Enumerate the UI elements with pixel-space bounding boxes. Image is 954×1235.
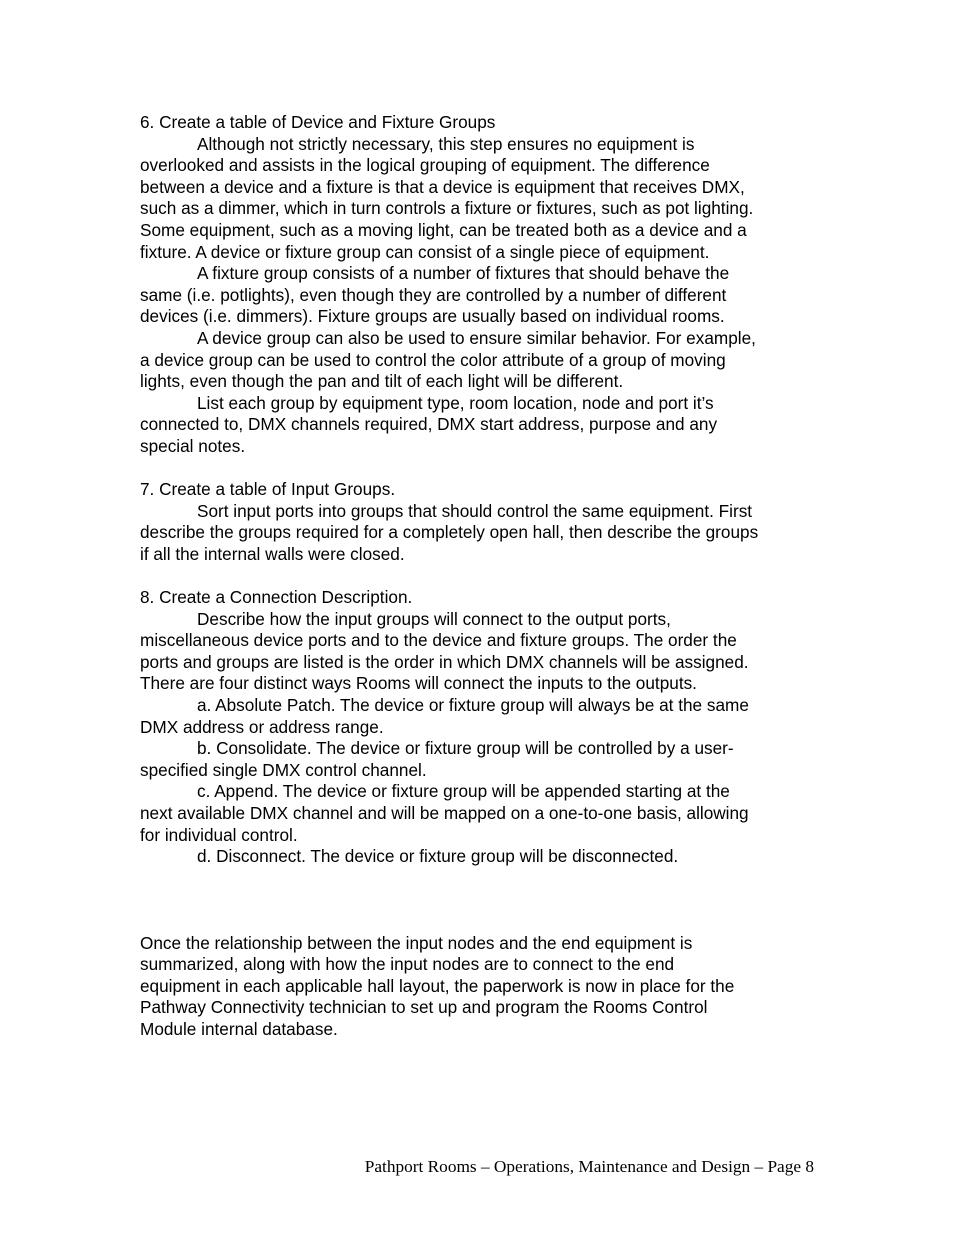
text-line: special notes.: [140, 435, 246, 456]
text-line: a. Absolute Patch. The device or fixture group will always be at the same: [197, 695, 749, 716]
section-heading: 7. Create a table of Input Groups.: [140, 479, 396, 500]
text-line: lights, even though the pan and tilt of each light will be different.: [140, 371, 624, 392]
paragraph: [140, 609, 820, 695]
text-line: b. Consolidate. The device or fixture group will be controlled by a user-: [197, 738, 734, 759]
text-line: a device group can be used to control the color attribute of a group of moving: [140, 349, 726, 370]
text-line: miscellaneous device ports and to the device and fixture groups. The order the: [140, 630, 737, 651]
text-line: Sort input ports into groups that should control the same equipment. First: [197, 500, 753, 521]
text-line: if all the internal walls were closed.: [140, 543, 405, 564]
closing-paragraph: [140, 933, 820, 1041]
text-line: There are four distinct ways Rooms will connect the inputs to the outputs.: [140, 673, 697, 694]
list-item: [140, 695, 820, 738]
text-line: Once the relationship between the input nodes and the end equipment is: [140, 932, 693, 953]
document-body: [140, 112, 820, 1041]
text-line: Pathway Connectivity technician to set up and program the Rooms Control: [140, 997, 708, 1018]
text-line: describe the groups required for a completely open hall, then describe the groups: [140, 522, 759, 543]
section-heading: 6. Create a table of Device and Fixture Groups: [140, 112, 496, 132]
text-line: Although not strictly necessary, this step ensures no equipment is: [197, 133, 695, 154]
text-line: next available DMX channel and will be mapped on a one-to-one basis, allowing: [140, 803, 749, 823]
text-line: ports and groups are listed is the order in which DMX channels will be assigned.: [140, 651, 749, 672]
paragraph: [140, 328, 820, 393]
text-line: connected to, DMX channels required, DMX start address, purpose and any: [140, 414, 718, 435]
list-item: [140, 738, 820, 781]
text-line: fixture. A device or fixture group can consist of a single piece of equipment.: [140, 241, 710, 262]
text-line: A fixture group consists of a number of fixtures that should behave the: [197, 263, 730, 284]
section-7: [140, 479, 820, 565]
text-line: between a device and a fixture is that a device is equipment that receives DMX,: [140, 176, 745, 197]
text-line: devices (i.e. dimmers). Fixture groups are usually based on individual rooms.: [140, 306, 725, 327]
text-line: for individual control.: [140, 824, 298, 845]
text-line: List each group by equipment type, room location, node and port it’s: [197, 392, 714, 413]
spacer: [140, 868, 820, 933]
section-8: [140, 587, 820, 868]
text-line: DMX address or address range.: [140, 716, 384, 737]
text-line: A device group can also be used to ensure similar behavior. For example,: [197, 327, 756, 348]
text-line: Describe how the input groups will connect to the output ports,: [197, 608, 671, 629]
text-line: overlooked and assists in the logical grouping of equipment. The difference: [140, 155, 710, 176]
paragraph: [140, 393, 820, 458]
section-heading: 8. Create a Connection Description.: [140, 587, 413, 608]
text-line: such as a dimmer, which in turn controls a fixture or fixtures, such as pot lighting.: [140, 198, 754, 219]
paragraph: [140, 263, 820, 328]
text-line: Module internal database.: [140, 1018, 338, 1039]
spacer: [140, 458, 820, 480]
list-item: [140, 846, 820, 868]
text-line: c. Append. The device or fixture group will be appended starting at the: [197, 781, 730, 802]
text-line: equipment in each applicable hall layout, the paperwork is now in place for the: [140, 975, 735, 996]
text-line: d. Disconnect. The device or fixture group will be disconnected.: [197, 846, 679, 867]
page-footer: Pathport Rooms – Operations, Maintenance and Design – Page 8: [364, 1157, 814, 1176]
text-line: same (i.e. potlights), even though they are controlled by a number of different: [140, 284, 727, 305]
paragraph: [140, 134, 820, 264]
text-line: summarized, along with how the input nodes are to connect to the end: [140, 954, 675, 975]
text-line: specified single DMX control channel.: [140, 759, 427, 780]
spacer: [140, 565, 820, 587]
text-line: Some equipment, such as a moving light, can be treated both as a device and a: [140, 219, 747, 240]
section-6: [140, 112, 820, 458]
paragraph: [140, 501, 820, 566]
list-item: [140, 781, 820, 846]
